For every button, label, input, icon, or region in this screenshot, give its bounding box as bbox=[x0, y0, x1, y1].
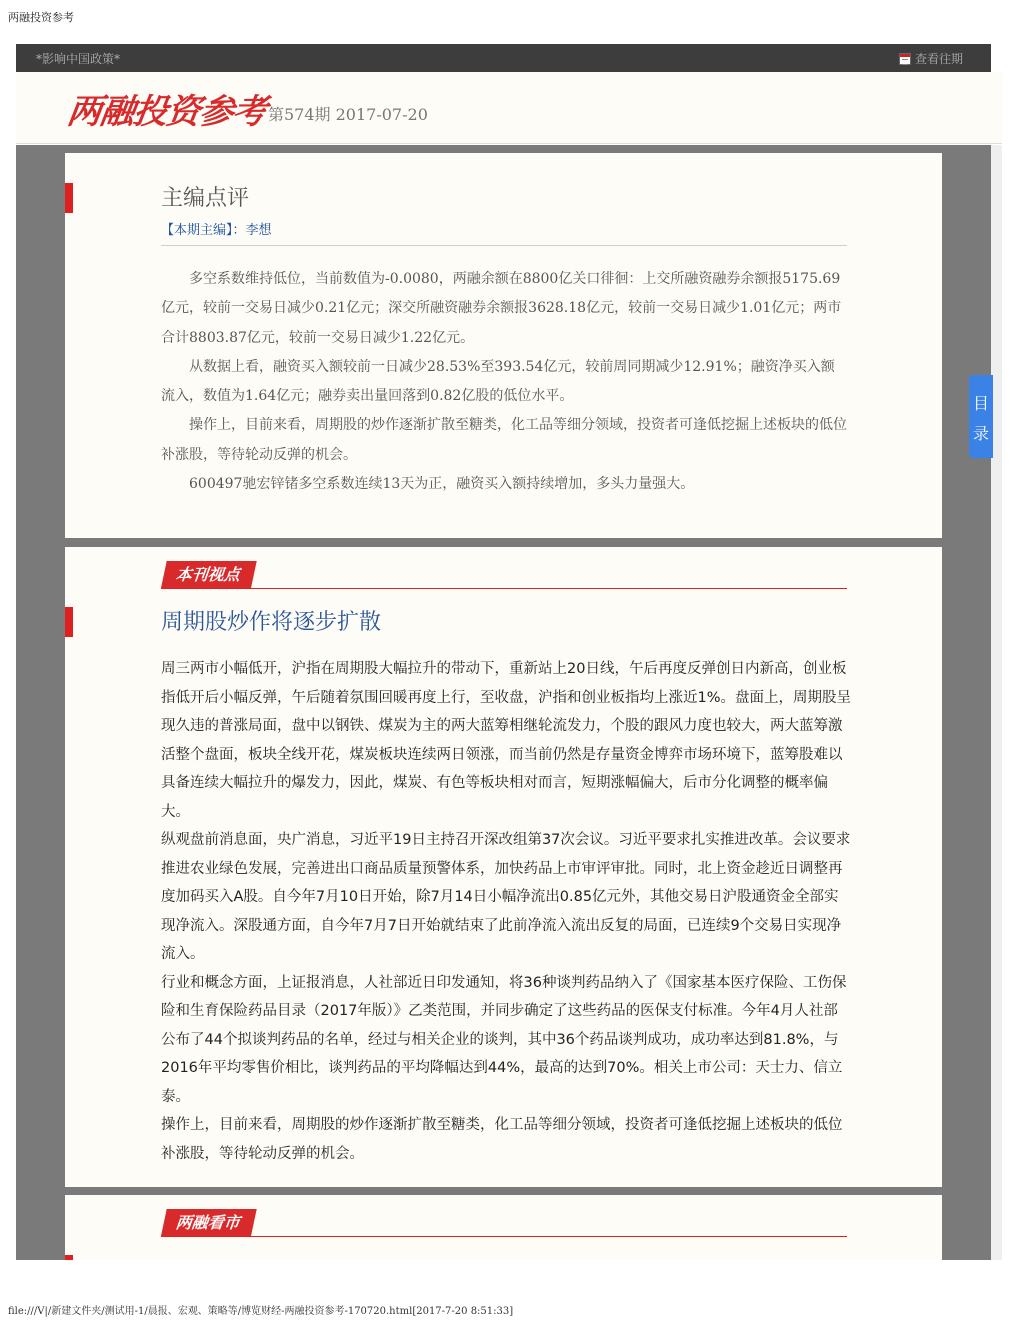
masthead bbox=[16, 72, 1002, 144]
paragraph: 周三两市小幅低开，沪指在周期股大幅拉升的带动下，重新站上20日线，午后再度反弹创日内新高，创业板指低开后小幅反弹，午后随着氛围回暖再度上行，至收盘，沪指和创业板指均上涨近1%。盘面上，周期股呈现久违的普涨局面，盘中以钢铁、煤炭为主的两大蓝筹相继轮流发力，个股的跟风力度也较大，两大蓝筹激活整个盘面，板块全线开花，煤炭板块连续两日领涨，而当前仍然是存量资金博弈市场环境下，蓝筹股难以具备连续大幅拉升的爆发力，因此，煤炭、有色等板块相对而言，短期涨幅偏大，后市分化调整的概率偏大。 bbox=[161, 661, 851, 820]
paragraph: 操作上，目前来看，周期股的炒作逐渐扩散至糖类，化工品等细分领域，投资者可逢低挖掘上述板块的低位补涨股，等待轮动反弹的机会。 bbox=[161, 1117, 843, 1162]
viewpoint-tag bbox=[161, 561, 847, 589]
calendar-icon bbox=[899, 53, 911, 65]
paragraph: 从数据上看，融资买入额较前一日减少28.53%至393.54亿元，较前周同期减少12.91%；融资净买入额流入，数值为1.64亿元；融券卖出量回落到0.82亿股的低位水平。 bbox=[161, 358, 835, 405]
editor-name: 李想 bbox=[245, 223, 272, 238]
article-body bbox=[161, 655, 851, 1168]
editor-comment-card bbox=[65, 153, 942, 538]
paragraph: 多空系数维持低位，当前数值为-0.0080，两融余额在8800亿关口徘徊：上交所融资融券余额报5175.69亿元，较前一交易日减少0.21亿元；深交所融资融券余额报3628.18亿元，较前一交易日减少1.01亿元；两市合计8803.87亿元，较前一交易日减少1.22亿元。 bbox=[161, 271, 842, 346]
viewpoint-tag-pill bbox=[161, 561, 257, 588]
divider bbox=[161, 245, 847, 246]
editor-comment-body bbox=[161, 265, 847, 499]
toc-label-1: 目 bbox=[972, 394, 989, 413]
issue-info: 第574期 2017-07-20 bbox=[268, 105, 428, 124]
editor-credit bbox=[161, 219, 272, 238]
market-card bbox=[65, 1195, 942, 1260]
viewpoint-card bbox=[65, 547, 942, 1187]
view-archive-link[interactable] bbox=[899, 50, 963, 67]
section-marker bbox=[65, 1255, 73, 1260]
page-right-border bbox=[991, 145, 1002, 1260]
publication-logo: 两融投资参考 bbox=[64, 92, 269, 132]
editor-label: 【本期主编】： bbox=[161, 223, 246, 238]
toc-label-2: 录 bbox=[972, 424, 989, 443]
article-title: 周期股炒作将逐步扩散 bbox=[161, 610, 382, 635]
editor-comment-title: 主编点评 bbox=[161, 186, 250, 211]
paragraph: 操作上，目前来看，周期股的炒作逐渐扩散至糖类，化工品等细分领域，投资者可逢低挖掘上述板块的低位补涨股，等待轮动反弹的机会。 bbox=[161, 417, 847, 463]
section-marker bbox=[65, 183, 73, 213]
content-area bbox=[16, 145, 991, 1260]
print-footer: file:///V|/新建文件夹/测试用-1/晨报、宏观、策略等/博览财经-两融投资参考-170720.html[2017-7-20 8:51:33] bbox=[8, 1306, 514, 1317]
slogan: *影响中国政策* bbox=[36, 52, 121, 66]
print-header: 两融投资参考 bbox=[8, 11, 74, 24]
view-archive-label: 查看往期 bbox=[914, 52, 963, 66]
paragraph: 600497驰宏锌锗多空系数连续13天为正，融资买入额持续增加，多头力量强大。 bbox=[189, 476, 695, 493]
top-bar bbox=[16, 44, 991, 72]
viewpoint-tag-label: 本刊视点 bbox=[174, 565, 241, 584]
market-tag-label: 两融看市 bbox=[174, 1213, 241, 1232]
paragraph: 行业和概念方面，上证报消息，人社部近日印发通知，将36种谈判药品纳入了《国家基本医疗保险、工伤保险和生育保险药品目录（2017年版）》乙类范围，并同步确定了这些药品的医保支付标准。今年4月人社部公布了44个拟谈判药品的名单，经过与相关企业的谈判，其中36个药品谈判成功，成功率达到81.8%，与2016年平均零售价相比，谈判药品的平均降幅达到44%，最高的达到70%。相关上市公司：天士力、信立泰。 bbox=[161, 974, 847, 1105]
paragraph: 纵观盘前消息面，央广消息，习近平19日主持召开深改组第37次会议。习近平要求扎实推进改革。会议要求推进农业绿色发展，完善进出口商品质量预警体系，加快药品上市审评审批。同时，北上资金趁近日调整再度加码买入A股。自今年7月10日开始，除7月14日小幅净流出0.85亿元外，其他交易日沪股通资金全部实现净流入。深股通方面，自今年7月7日开始就结束了此前净流入流出反复的局面，已连续9个交易日实现净流入。 bbox=[161, 832, 851, 962]
table-of-contents-tab[interactable] bbox=[969, 375, 993, 458]
market-tag-pill bbox=[161, 1209, 257, 1236]
market-tag bbox=[161, 1209, 847, 1237]
section-marker bbox=[65, 607, 73, 637]
